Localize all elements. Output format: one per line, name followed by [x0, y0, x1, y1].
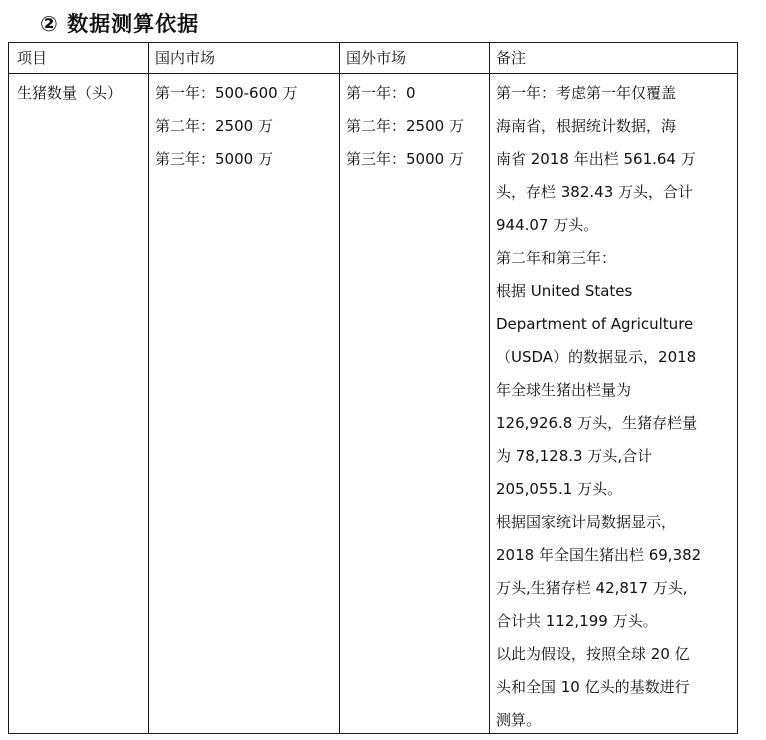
notes-line: 头，存栏 382.43 万头，合计 [496, 183, 694, 201]
column-divider [489, 43, 490, 733]
notes-line: 205,055.1 万头。 [496, 480, 623, 498]
row-item-cell [17, 77, 122, 110]
header-domestic-market: 国内市场 [155, 49, 216, 67]
column-divider [339, 43, 340, 733]
data-table [8, 42, 738, 734]
foreign-year-3: 第三年：5000 万 [346, 150, 464, 168]
notes-line: 第二年和第三年： [496, 249, 617, 267]
notes-line: 944.07 万头。 [496, 216, 599, 234]
notes-cell [496, 77, 701, 737]
foreign-year-2: 第二年：2500 万 [346, 117, 464, 135]
domestic-market-cell [155, 77, 297, 176]
notes-line: 年全球生猪出栏量为 [496, 381, 632, 399]
notes-line: 海南省，根据统计数据，海 [496, 117, 677, 135]
header-notes: 备注 [496, 49, 527, 67]
notes-line: 为 78,128.3 万头,合计 [496, 447, 653, 465]
notes-line: 根据国家统计局数据显示， [496, 513, 677, 531]
header-foreign-market: 国外市场 [346, 49, 407, 67]
foreign-year-1: 第一年：0 [346, 84, 416, 102]
notes-line: 126,926.8 万头，生猪存栏量 [496, 414, 698, 432]
domestic-year-3: 第三年：5000 万 [155, 150, 273, 168]
domestic-year-2: 第二年：2500 万 [155, 117, 273, 135]
notes-line: 2018 年全国生猪出栏 69,382 [496, 546, 702, 564]
section-title: ② 数据测算依据 [40, 12, 200, 36]
row-item-label: 生猪数量（头） [17, 84, 123, 102]
notes-line: 根据 United States [496, 282, 633, 300]
foreign-market-cell [346, 77, 464, 176]
notes-line: 合计共 112,199 万头。 [496, 612, 658, 630]
notes-line: 南省 2018 年出栏 561.64 万 [496, 150, 696, 168]
notes-line: Department of Agriculture [496, 315, 694, 333]
notes-line: 测算。 [496, 711, 542, 729]
notes-line: 第一年：考虑第一年仅覆盖 [496, 84, 677, 102]
notes-line: 以此为假设，按照全球 20 亿 [496, 645, 690, 663]
domestic-year-1: 第一年：500-600 万 [155, 84, 298, 102]
notes-line: （USDA）的数据显示，2018 [496, 348, 697, 366]
notes-line: 头和全国 10 亿头的基数进行 [496, 678, 690, 696]
column-divider [148, 43, 149, 733]
notes-line: 万头,生猪存栏 42,817 万头, [496, 579, 688, 597]
header-item: 项目 [17, 49, 48, 67]
header-divider [9, 73, 737, 74]
